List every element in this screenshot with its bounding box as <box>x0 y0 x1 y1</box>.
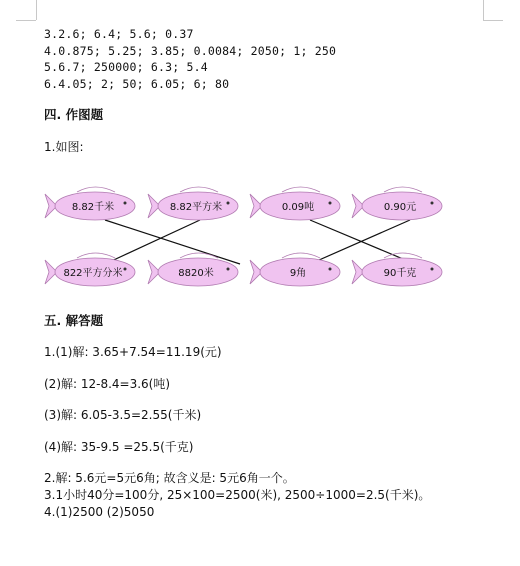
fish-label: 9角 <box>289 268 307 279</box>
fish-label: 8.82平方米 <box>169 202 223 213</box>
corner-mark-right <box>483 0 484 20</box>
fish-bottom-4 <box>352 253 442 286</box>
section-4-title: 四. 作图题 <box>44 107 104 122</box>
fish-fin <box>180 187 218 192</box>
answer-line-6: 6.4.05; 2; 50; 6.05; 6; 80 <box>44 77 230 91</box>
solution-line-2: (2)解: 12-8.4=3.6(吨) <box>44 377 171 391</box>
solution-line-5: 2.解: 5.6元=5元6角; 故含义是: 5元6角一个。 <box>44 471 295 485</box>
fish-fin <box>77 253 115 258</box>
fish-eye <box>329 268 332 271</box>
answer-line-4: 4.0.875; 5.25; 3.85; 0.0084; 2050; 1; 250 <box>44 44 337 58</box>
fish-bottom-3 <box>250 253 340 286</box>
match-line-2 <box>105 220 200 264</box>
solution-line-3: (3)解: 6.05-3.5=2.55(千米) <box>44 408 202 422</box>
fish-eye <box>329 202 332 205</box>
corner-mark-left <box>36 0 37 20</box>
fish-label: 8820米 <box>178 268 214 279</box>
fish-eye <box>431 202 434 205</box>
question-1-label: 1.如图: <box>44 140 84 154</box>
corner-mark-left-h <box>16 20 36 21</box>
solution-line-7: 4.(1)2500 (2)5050 <box>44 505 155 519</box>
fish-fin <box>384 187 422 192</box>
fish-fin <box>77 187 115 192</box>
fish-eye <box>227 268 230 271</box>
solution-line-4: (4)解: 35-9.5 =25.5(千克) <box>44 440 194 454</box>
solution-line-1: 1.(1)解: 3.65+7.54=11.19(元) <box>44 345 222 359</box>
fish-eye <box>124 202 127 205</box>
fish-top-1 <box>45 187 135 220</box>
section-5-title: 五. 解答题 <box>44 313 104 328</box>
fish-top-2 <box>148 187 238 220</box>
fish-label: 0.90元 <box>383 202 417 213</box>
fish-label: 90千克 <box>383 268 417 279</box>
fish-fin <box>282 187 320 192</box>
fish-top-3 <box>250 187 340 220</box>
fish-eye <box>124 268 127 271</box>
fish-label: 822平方分米 <box>63 268 123 279</box>
fish-label: 8.82千米 <box>71 202 115 213</box>
fish-fin <box>282 253 320 258</box>
fish-eye <box>431 268 434 271</box>
fish-matching-diagram <box>40 178 460 298</box>
answer-line-3: 3.2.6; 6.4; 5.6; 0.37 <box>44 27 194 41</box>
solution-line-6: 3.1小时40分=100分, 25×100=2500(米), 2500÷1000=2.5(千米)。 <box>44 488 431 502</box>
match-line-1 <box>105 220 240 264</box>
fish-bottom-1 <box>45 253 135 286</box>
fish-fin <box>180 253 218 258</box>
fish-bottom-2 <box>148 253 238 286</box>
fish-label: 0.09吨 <box>281 202 315 213</box>
answer-line-5: 5.6.7; 250000; 6.3; 5.4 <box>44 60 208 74</box>
fish-top-4 <box>352 187 442 220</box>
fish-eye <box>227 202 230 205</box>
corner-mark-right-h <box>483 20 503 21</box>
